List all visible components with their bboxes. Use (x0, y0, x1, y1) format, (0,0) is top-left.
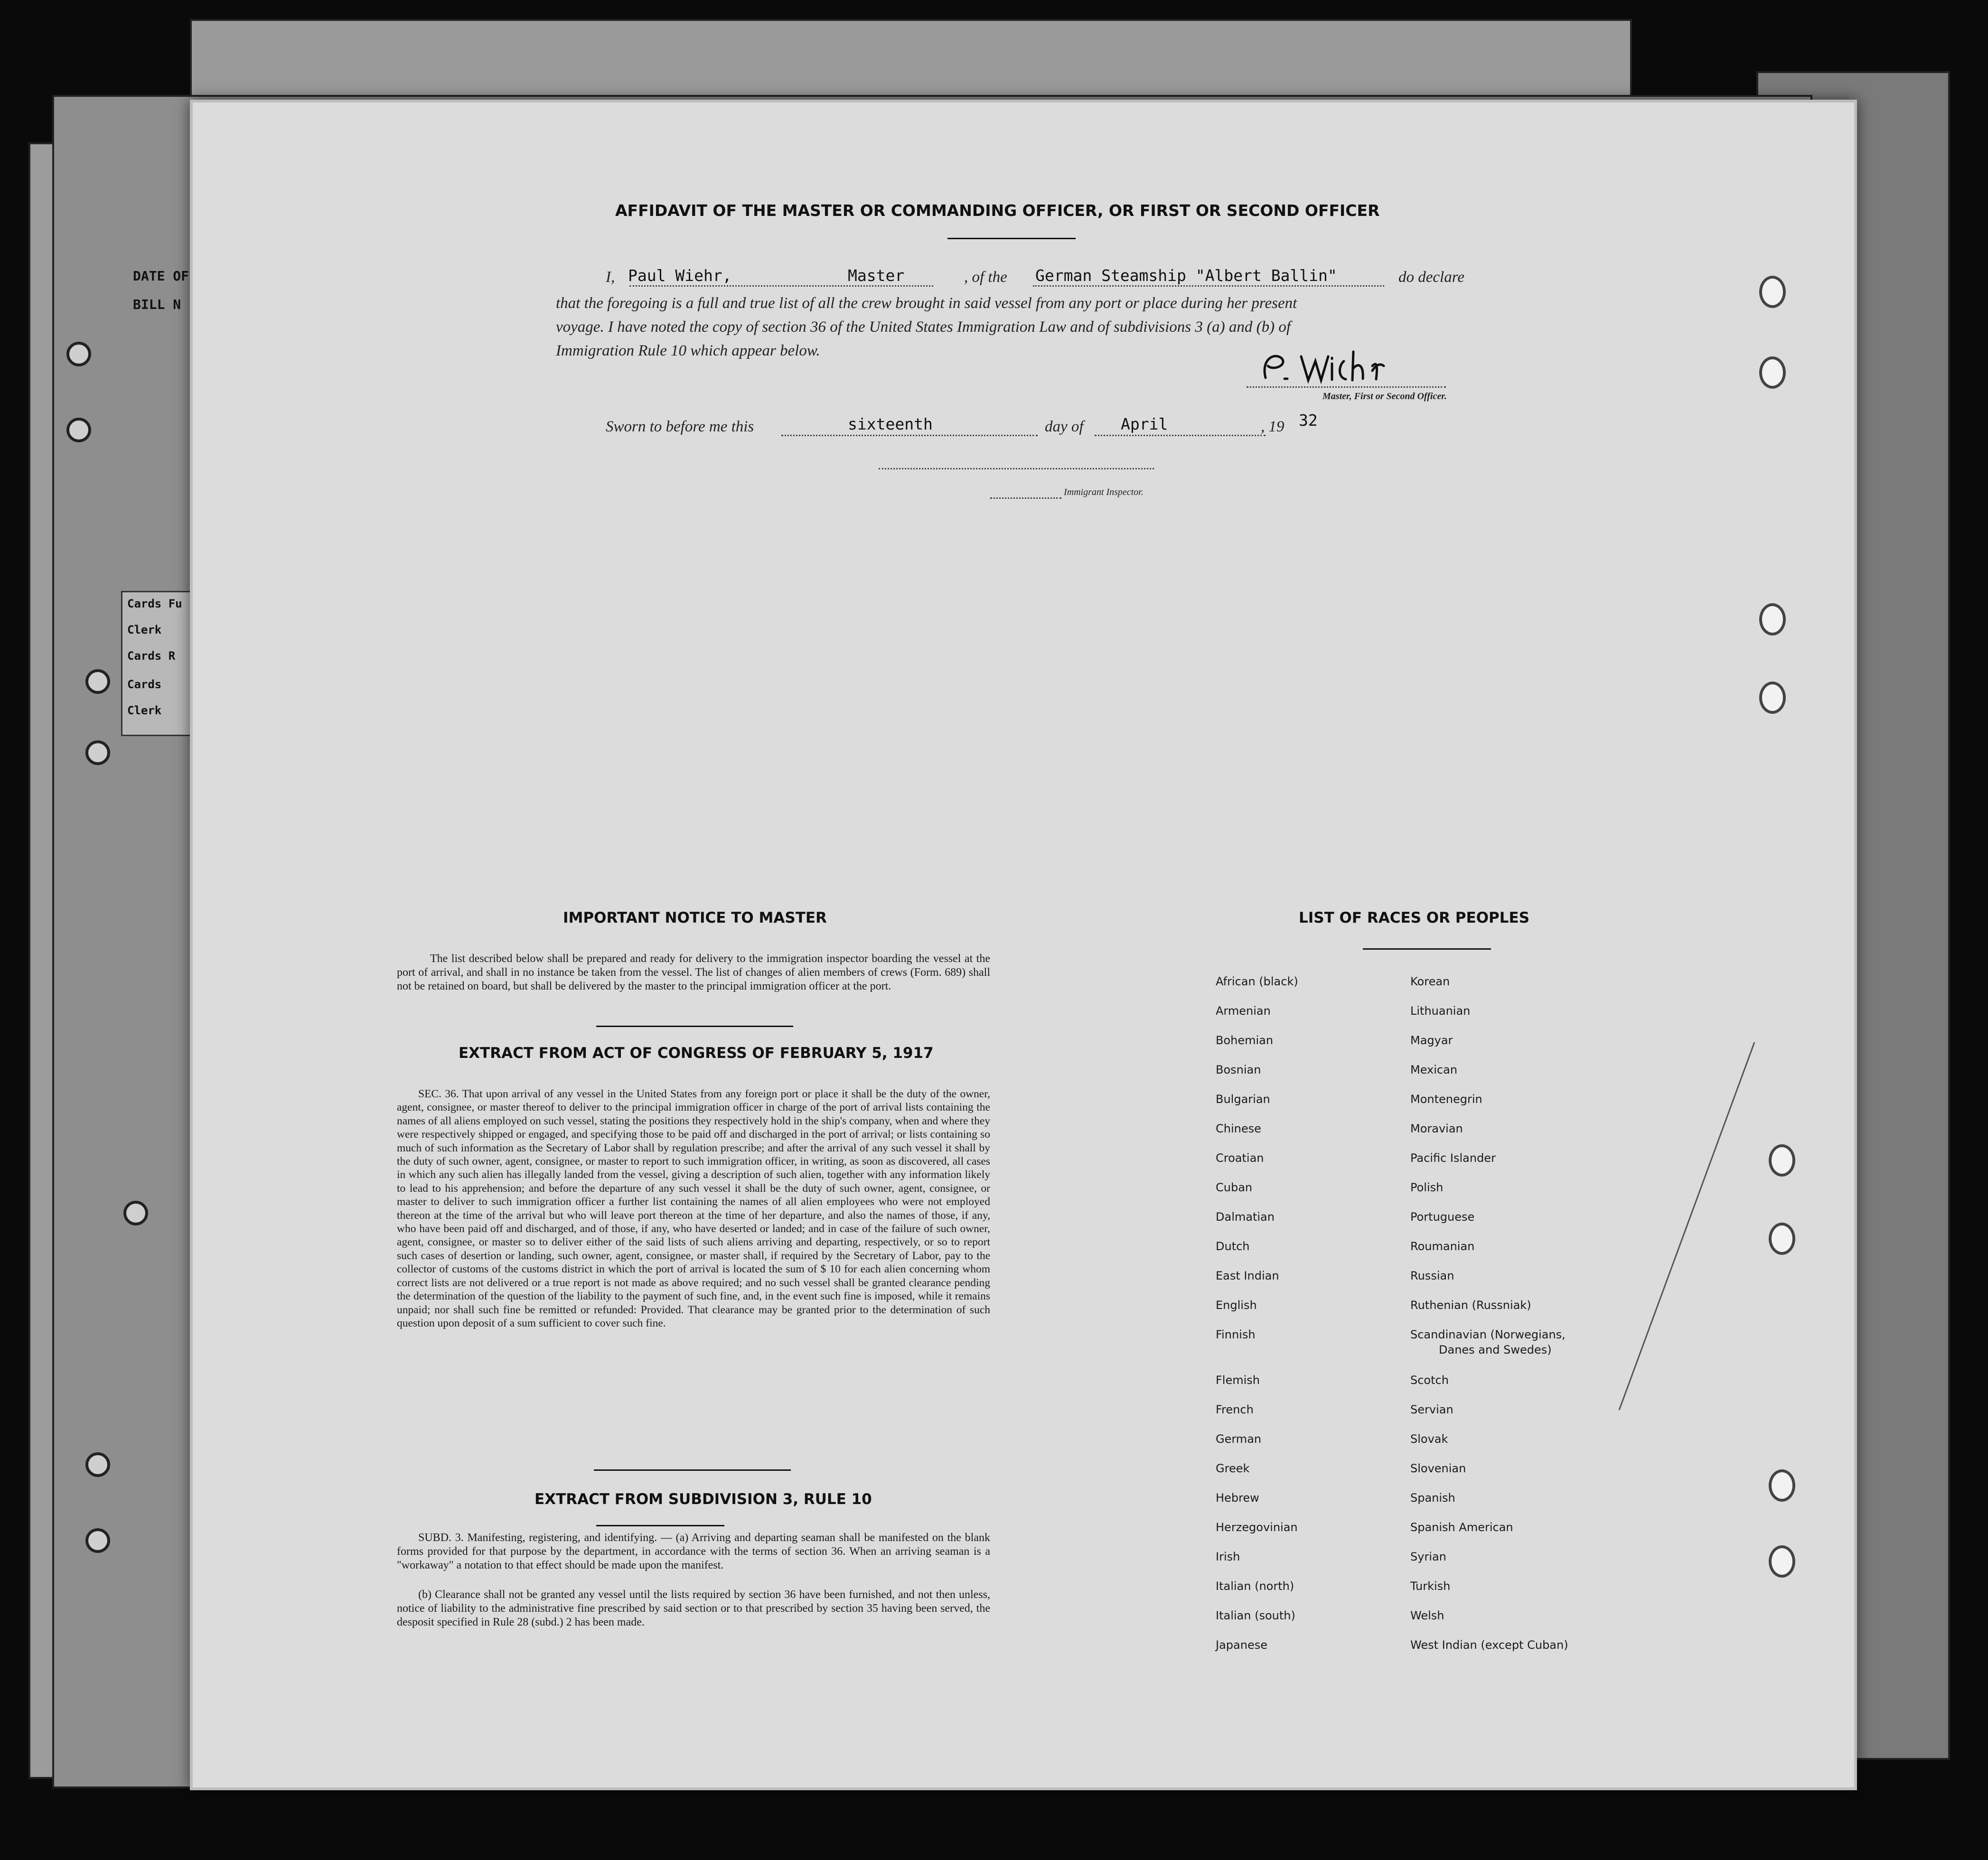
stamp-line-1: DATE OF (133, 268, 189, 284)
race-item: Ruthenian (Russniak) (1410, 1299, 1531, 1312)
punch-hole (1769, 1144, 1795, 1177)
race-item: Portuguese (1410, 1210, 1475, 1224)
vessel-line (1033, 285, 1384, 287)
race-item-continuation: Danes and Swedes) (1439, 1343, 1552, 1356)
race-item: Russian (1410, 1269, 1454, 1282)
sworn-label: Sworn to before me this (606, 418, 754, 435)
race-item: African (black) (1216, 975, 1298, 988)
races-rule (1363, 948, 1491, 950)
rule10-heading: EXTRACT FROM SUBDIVISION 3, RULE 10 (535, 1491, 872, 1508)
vessel-name: German Steamship "Albert Ballin" (1035, 266, 1337, 285)
race-item: Bosnian (1216, 1063, 1261, 1076)
race-item: Dalmatian (1216, 1210, 1275, 1224)
binder-hole (85, 1528, 110, 1553)
binder-hole (123, 1201, 148, 1225)
year-prefix: , 19 (1261, 418, 1285, 435)
affidavit-line-3: voyage. I have noted the copy of section 36 of the United States Immigration Law and of subdivisions 3 (a) and (b) of (556, 318, 1291, 336)
inspector-sig-line (990, 497, 1061, 499)
master-name: Paul Wiehr, (628, 266, 732, 285)
month-line (1095, 435, 1266, 436)
card-line-2: Clerk (127, 623, 162, 636)
punch-hole (1759, 603, 1786, 636)
year-value: 32 (1299, 411, 1318, 430)
notice-heading: IMPORTANT NOTICE TO MASTER (563, 909, 827, 926)
race-item: Mexican (1410, 1063, 1458, 1076)
binder-hole (85, 669, 110, 694)
act-heading: EXTRACT FROM ACT OF CONGRESS OF FEBRUARY 5, 1917 (459, 1045, 934, 1062)
race-item: Greek (1216, 1462, 1250, 1475)
stamp-box (121, 591, 200, 736)
race-item: Bulgarian (1216, 1093, 1270, 1106)
race-item: Slovak (1410, 1432, 1448, 1446)
race-item: Herzegovinian (1216, 1521, 1298, 1534)
race-item: Chinese (1216, 1122, 1261, 1135)
card-line-5: Clerk (127, 704, 162, 717)
race-item: Servian (1410, 1403, 1453, 1416)
race-item: Pacific Islander (1410, 1151, 1496, 1165)
master-signature (1256, 349, 1417, 387)
race-item: East Indian (1216, 1269, 1279, 1282)
race-item: Montenegrin (1410, 1093, 1482, 1106)
affidavit-line-4: Immigration Rule 10 which appear below. (556, 342, 820, 359)
signature-caption: Master, First or Second Officer. (1322, 391, 1447, 402)
notice-rule (596, 1026, 793, 1027)
race-item: Italian (north) (1216, 1580, 1294, 1593)
race-item: Scotch (1410, 1374, 1449, 1387)
race-item: Roumanian (1410, 1240, 1475, 1253)
act-text: SEC. 36. That upon arrival of any vessel in the United States from any foreign port or place it shall be the duty of the owner, agent, consignee, or master thereof to deliver to the principal immigration officer in charge of the port of arrival lists containing the names of all aliens employed on such vessel, stating the positions they respectively hold in the ship's company, when and where they were respectively shipped or engaged, and specifying those to be paid off and discharged in the port of arrival; or lists containing so much of such information as the Secretary of Labor shall by regulation prescribe; and after the arrival of any such vessel it shall by the duty of such owner, agent, consignee, or master to report to such immigration officer, in writing, as soon as discovered, all cases in which any such alien has illegally landed from the vessel, giving a description of such alien, together with any information likely to lead to his apprehension; and before the departure of any such vessel it shall be the duty of such owner, agent, consignee, or master to deliver to such immigration officer a further list containing the names of all alien employees who were not employed thereon at the time of the arrival but who will leave port thereon at the time of her departure, and also the names of those, if any, who have been paid off and discharged, and of those, if any, who have deserted or landed; and in case of the failure of such owner, agent, consignee, or master so to deliver either of the said lists of such aliens arriving and departing, respectively, or so to report such cases of desertion or landing, such owner, agent, consignee, or master shall, if required by the Secretary of Labor, pay to the collector of customs of the customs district in which the port of arrival is located the sum of $ 10 for each alien concerning whom correct lists are not delivered or a true report is not made as above required; and no such vessel shall be granted clearance pending the determination of the question of the liability to the payment of such fine, and, in the event such fine is imposed, while it remains unpaid; nor shall such fine be remitted or refunded: Provided. That clearance may be granted prior to the determination of such question upon deposit of a sum sufficient to cover such fine. (397, 1088, 990, 1329)
rule10-rule (596, 1525, 724, 1526)
card-line-4: Cards (127, 678, 162, 691)
affidavit-heading: AFFIDAVIT OF THE MASTER OR COMMANDING OFFICER, OR FIRST OR SECOND OFFICER (615, 201, 1380, 220)
punch-hole (1759, 276, 1786, 308)
race-item: West Indian (except Cuban) (1410, 1638, 1568, 1652)
pencil-mark (1617, 1042, 1759, 1412)
race-item: Moravian (1410, 1122, 1463, 1135)
card-line-3: Cards R (127, 649, 176, 663)
rank-value: Master (848, 266, 905, 285)
binder-hole (66, 418, 91, 442)
race-item: Korean (1410, 975, 1450, 988)
day-value: sixteenth (848, 415, 933, 433)
race-item: Cuban (1216, 1181, 1253, 1194)
punch-hole (1769, 1545, 1795, 1578)
rule10-para-2: (b) Clearance shall not be granted any vessel until the lists required by section 36 have been furnished, and not then unless, notice of liability to the administrative fine prescribed by said section or to that prescribed by section 35 having been served, the desposit specified in Rule 28 (subd.) 2 has been made. (397, 1589, 990, 1628)
inspector-line (879, 468, 1154, 469)
race-item: Scandinavian (Norwegians, (1410, 1328, 1566, 1341)
race-item: Spanish American (1410, 1521, 1513, 1534)
race-item: French (1216, 1403, 1254, 1416)
rule10-para-1: SUBD. 3. Manifesting, registering, and identifying. — (a) Arriving and departing seaman shall be manifested on the blank forms provided for that purpose by the department, in accordance with the terms of section 36. When an arriving seaman is a "workaway" a notation to that effect should be made upon the manifest. (397, 1532, 990, 1571)
race-item: Magyar (1410, 1034, 1453, 1047)
race-item: Turkish (1410, 1580, 1451, 1593)
races-heading: LIST OF RACES OR PEOPLES (1299, 909, 1530, 926)
race-item: Lithuanian (1410, 1004, 1471, 1018)
affidavit-line-2: that the foregoing is a full and true list of all the crew brought in said vessel from any port or place during her present (556, 295, 1297, 312)
race-item: Croatian (1216, 1151, 1264, 1165)
heading-rule (947, 238, 1076, 239)
race-item: Finnish (1216, 1328, 1256, 1341)
day-of-label: day of (1045, 418, 1084, 435)
day-line (781, 435, 1038, 436)
punch-hole (1759, 682, 1786, 714)
race-item: Bohemian (1216, 1034, 1274, 1047)
race-item: Slovenian (1410, 1462, 1466, 1475)
of-the-label: , of the (964, 269, 1007, 286)
punch-hole (1769, 1469, 1795, 1502)
race-item: Japanese (1216, 1638, 1267, 1652)
binder-hole (66, 342, 91, 366)
month-value: April (1121, 415, 1168, 433)
race-item: Irish (1216, 1550, 1240, 1563)
race-item: Hebrew (1216, 1491, 1259, 1505)
inspector-caption: Immigrant Inspector. (1064, 487, 1144, 497)
race-item: English (1216, 1299, 1257, 1312)
do-declare-label: do declare (1398, 269, 1464, 286)
race-item: German (1216, 1432, 1262, 1446)
race-item: Polish (1410, 1181, 1444, 1194)
punch-hole (1759, 356, 1786, 389)
race-item: Armenian (1216, 1004, 1271, 1018)
signature-line (1247, 386, 1446, 388)
act-rule (594, 1469, 791, 1471)
race-item: Spanish (1410, 1491, 1455, 1505)
race-item: Dutch (1216, 1240, 1250, 1253)
name-line (629, 285, 933, 287)
race-item: Flemish (1216, 1374, 1260, 1387)
punch-hole (1769, 1223, 1795, 1255)
race-item: Syrian (1410, 1550, 1446, 1563)
race-item: Welsh (1410, 1609, 1444, 1622)
card-line-1: Cards Fu (127, 597, 182, 610)
race-item: Italian (south) (1216, 1609, 1295, 1622)
binder-hole (85, 1452, 110, 1477)
affidavit-form (190, 100, 1857, 1790)
i-label: I, (606, 269, 615, 286)
stamp-line-2: BILL N (133, 297, 181, 312)
binder-hole (85, 740, 110, 765)
notice-text: The list described below shall be prepared and ready for delivery to the immigration inspector boarding the vessel at the port of arrival, and shall in no instance be taken from the vessel. The list of changes of alien members of crews (Form. 689) shall not be retained on board, but shall be delivered by the master to the principal immigration officer at the port. (397, 953, 990, 992)
